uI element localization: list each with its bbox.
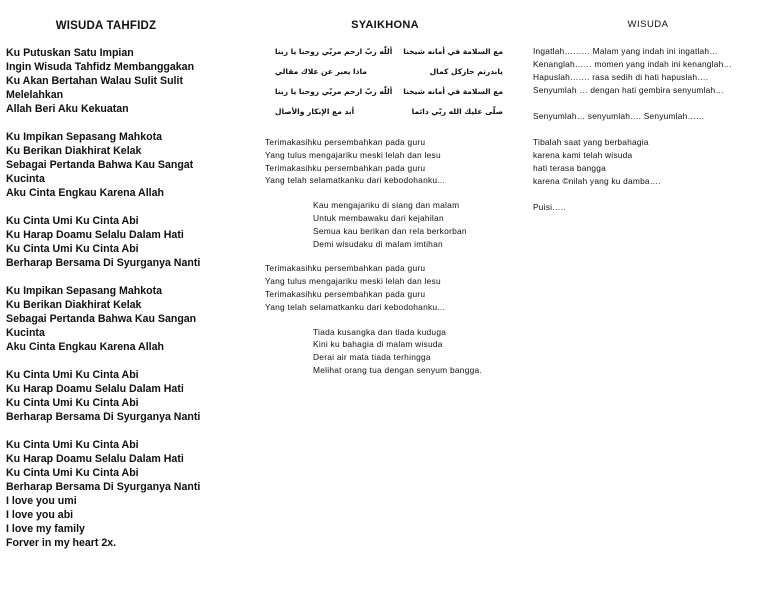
poem-line: Ku Akan Bertahan Walau Sulit Sulit (6, 75, 183, 87)
poem-line: Ku Harap Doamu Selalu Dalam Hati (6, 229, 184, 241)
arabic-verse-row (275, 67, 503, 76)
stanza (6, 130, 246, 200)
arabic-verse-text: أللّٰه ربّ ارحم مربّي روحنا يا ربنا (275, 47, 393, 56)
poem-line: hati terasa bangga (533, 163, 606, 173)
stanza (6, 368, 246, 424)
arabic-verse-row (275, 87, 503, 96)
left-title: WISUDA TAHFIDZ (55, 20, 157, 32)
poem-line: Demi wisudaku di malam imtihan (313, 238, 443, 249)
poem-line: Yang telah selamatkanku dari kebodohanku... (265, 301, 446, 312)
poem-line: Terimakasihku persembahkan pada guru (265, 162, 426, 173)
poem-line: Ingatlah……… Malam yang indah ini ingatlah… (533, 46, 718, 56)
stanza (6, 284, 246, 354)
poem-line: Sebagai Pertanda Bahwa Kau Sangat (6, 159, 194, 171)
poem-line: Berharap Bersama Di Syurganya Nanti (6, 411, 201, 423)
poem-line: Allah Beri Aku Kekuatan (6, 103, 129, 115)
poem-line: Ku Putuskan Satu Impian (6, 47, 134, 59)
arabic-verse-text: أللّٰه ربّ ارحم مربّي روحنا يا ربنا (275, 87, 393, 96)
stanza (533, 201, 763, 214)
poem-line: Kucinta (6, 173, 45, 185)
middle-column (265, 0, 505, 389)
stanza (533, 110, 763, 123)
poem-line: Semua kau berikan dan rela berkorban (313, 225, 467, 236)
poem-line: Melelahkan (6, 89, 64, 101)
poem-line: Aku Cinta Engkau Karena Allah (6, 341, 164, 353)
poem-line: Ku Harap Doamu Selalu Dalam Hati (6, 383, 184, 395)
arabic-verse-text: أبد مع الإبكار والأصال (275, 107, 355, 116)
stanza (6, 214, 246, 270)
arabic-verse-text: ماذا يعبر عن علاك مقالي (275, 67, 367, 76)
poem-line: Senyumlah… senyumlah…. Senyumlah…… (533, 111, 705, 121)
poem-line: I love my family (6, 523, 85, 535)
poem-line: Terimakasihku persembahkan pada guru (265, 263, 426, 274)
poem-line: Ku Harap Doamu Selalu Dalam Hati (6, 453, 184, 465)
poem-line: Kini ku bahagia di malam wisuda (313, 339, 443, 350)
arabic-verse-row (275, 47, 503, 56)
poem-line: Terimakasihku persembahkan pada guru (265, 137, 426, 147)
arabic-verse-text: يابدرتم حازكل كمال (429, 67, 503, 76)
stanza (265, 262, 505, 313)
poem-line: Ku Cinta Umi Ku Cinta Abi (6, 397, 139, 409)
poem-line: Ku Cinta Umi Ku Cinta Abi (6, 215, 139, 227)
right-column (533, 0, 763, 227)
poem-line: Ku Berikan Diakhirat Kelak (6, 299, 142, 311)
poem-line: Ingin Wisuda Tahfidz Membanggakan (6, 61, 195, 73)
poem-line: Berharap Bersama Di Syurganya Nanti (6, 481, 201, 493)
poem-line: Kau mengajariku di siang dan malam (313, 200, 460, 211)
poem-line: Hapuslah……. rasa sedih di hati hapuslah…. (533, 72, 709, 82)
poem-line: Forver in my heart 2x. (6, 537, 117, 549)
left-column (6, 0, 246, 564)
poem-line: Sebagai Pertanda Bahwa Kau Sangan (6, 313, 197, 325)
arabic-verse-row (275, 107, 503, 116)
poem-line: I love you abi (6, 509, 74, 521)
arabic-verse-text: صلّى عليك الله ربّي دائما (411, 107, 503, 116)
stanza (533, 136, 763, 188)
poem-line: Tiada kusangka dan tiada kuduga (313, 326, 447, 337)
arabic-verse-text: مع السلامة في أمانه شيخنا (403, 47, 503, 56)
poem-line: Yang tulus mengajariku meski lelah dan lesu (265, 276, 441, 287)
stanza (533, 45, 763, 97)
poem-line: Derai air mata tiada terhingga (313, 352, 431, 363)
poem-line: Terimakasihku persembahkan pada guru (265, 288, 426, 299)
poem-line: Yang telah selamatkanku dari kebodohanku... (265, 175, 446, 186)
middle-stanzas (265, 136, 505, 377)
stanza (313, 326, 505, 377)
right-stanzas (533, 45, 763, 214)
poem-line: Puisi….. (533, 202, 566, 212)
poem-line: Ku Impikan Sepasang Mahkota (6, 285, 162, 297)
poem-line: Melihat orang tua dengan senyum bangga. (313, 364, 482, 375)
poem-line: karena kami telah wisuda (533, 150, 633, 160)
poem-line: Ku Cinta Umi Ku Cinta Abi (6, 243, 139, 255)
stanza (6, 46, 246, 116)
stanza (313, 199, 505, 250)
poem-line: Yang tulus mengajariku meski lelah dan lesu (265, 149, 441, 160)
poem-line: Ku Berikan Diakhirat Kelak (6, 145, 142, 157)
stanza (6, 438, 246, 550)
poem-line: Ku Impikan Sepasang Mahkota (6, 131, 162, 143)
poem-line: Ku Cinta Umi Ku Cinta Abi (6, 369, 139, 381)
poem-line: Senyumlah … dengan hati gembira senyumlah… (533, 85, 724, 95)
right-title: WISUDA (627, 19, 669, 30)
stanza (265, 136, 505, 187)
poem-line: Kucinta (6, 327, 45, 339)
poem-line: karena ©nilah yang ku damba…. (533, 176, 661, 186)
poem-line: Kenanglah…… momen yang indah ini kenanglah… (533, 59, 733, 69)
poem-line: Ku Cinta Umi Ku Cinta Abi (6, 467, 139, 479)
poem-line: I love you umi (6, 495, 77, 507)
poem-line: Ku Cinta Umi Ku Cinta Abi (6, 439, 139, 451)
arabic-verse-text: مع السلامة في أمانه شيخنا (403, 87, 503, 96)
left-stanzas (6, 46, 246, 550)
poem-line: Berharap Bersama Di Syurganya Nanti (6, 257, 201, 269)
poem-line: Untuk membawaku dari kejahilan (313, 212, 444, 223)
arabic-verse-block (275, 47, 503, 116)
poem-line: Tibalah saat yang berbahagia (533, 137, 649, 147)
poem-line: Aku Cinta Engkau Karena Allah (6, 187, 164, 199)
middle-title: SYAIKHONA (351, 19, 419, 31)
